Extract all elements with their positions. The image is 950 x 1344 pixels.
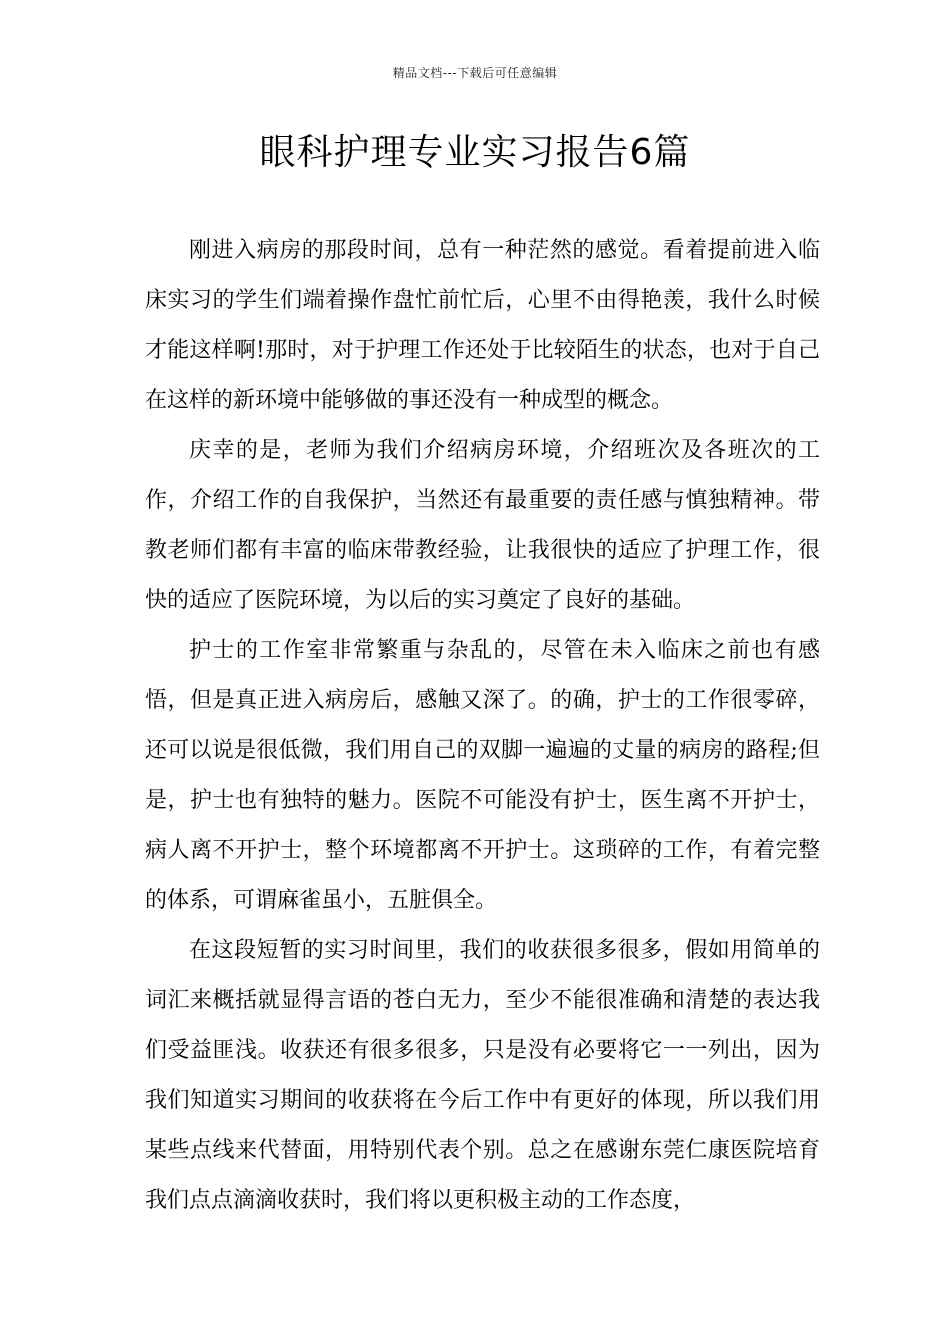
header-note: 精品文档---下载后可任意编辑 — [392, 66, 558, 80]
document-body — [145, 226, 820, 1226]
page-title: 眼科护理专业实习报告6篇 — [259, 132, 691, 173]
paragraph-1: 刚进入病房的那段时间，总有一种茫然的感觉。看着提前进入临床实习的学生们端着操作盘忙前忙后，心里不由得艳羡，我什么时候才能这样啊!那时，对于护理工作还处于比较陌生的状态，也对于自己在这样的新环境中能够做的事还没有一种成型的概念。 — [145, 238, 820, 413]
paragraph-4: 在这段短暂的实习时间里，我们的收获很多很多，假如用简单的词汇来概括就显得言语的苍白无力，至少不能很准确和清楚的表达我们受益匪浅。收获还有很多很多，只是没有必要将它一一列出，因为我们知道实习期间的收获将在今后工作中有更好的体现，所以我们用某些点线来代替面，用特别代表个别。总之在感谢东莞仁康医院培育我们点点滴滴收获时，我们将以更积极主动的工作态度， — [145, 938, 820, 1213]
paragraph-3: 护士的工作室非常繁重与杂乱的，尽管在未入临床之前也有感悟，但是真正进入病房后，感触又深了。的确，护士的工作很零碎，还可以说是很低微，我们用自己的双脚一遍遍的丈量的病房的路程;但是，护士也有独特的魅力。医院不可能没有护士，医生离不开护士，病人离不开护士，整个环境都离不开护士。这琐碎的工作，有着完整的体系，可谓麻雀虽小，五脏俱全。 — [145, 638, 820, 913]
paragraph-2: 庆幸的是，老师为我们介绍病房环境，介绍班次及各班次的工作，介绍工作的自我保护，当然还有最重要的责任感与慎独精神。带教老师们都有丰富的临床带教经验，让我很快的适应了护理工作，很快的适应了医院环境，为以后的实习奠定了良好的基础。 — [145, 438, 820, 613]
